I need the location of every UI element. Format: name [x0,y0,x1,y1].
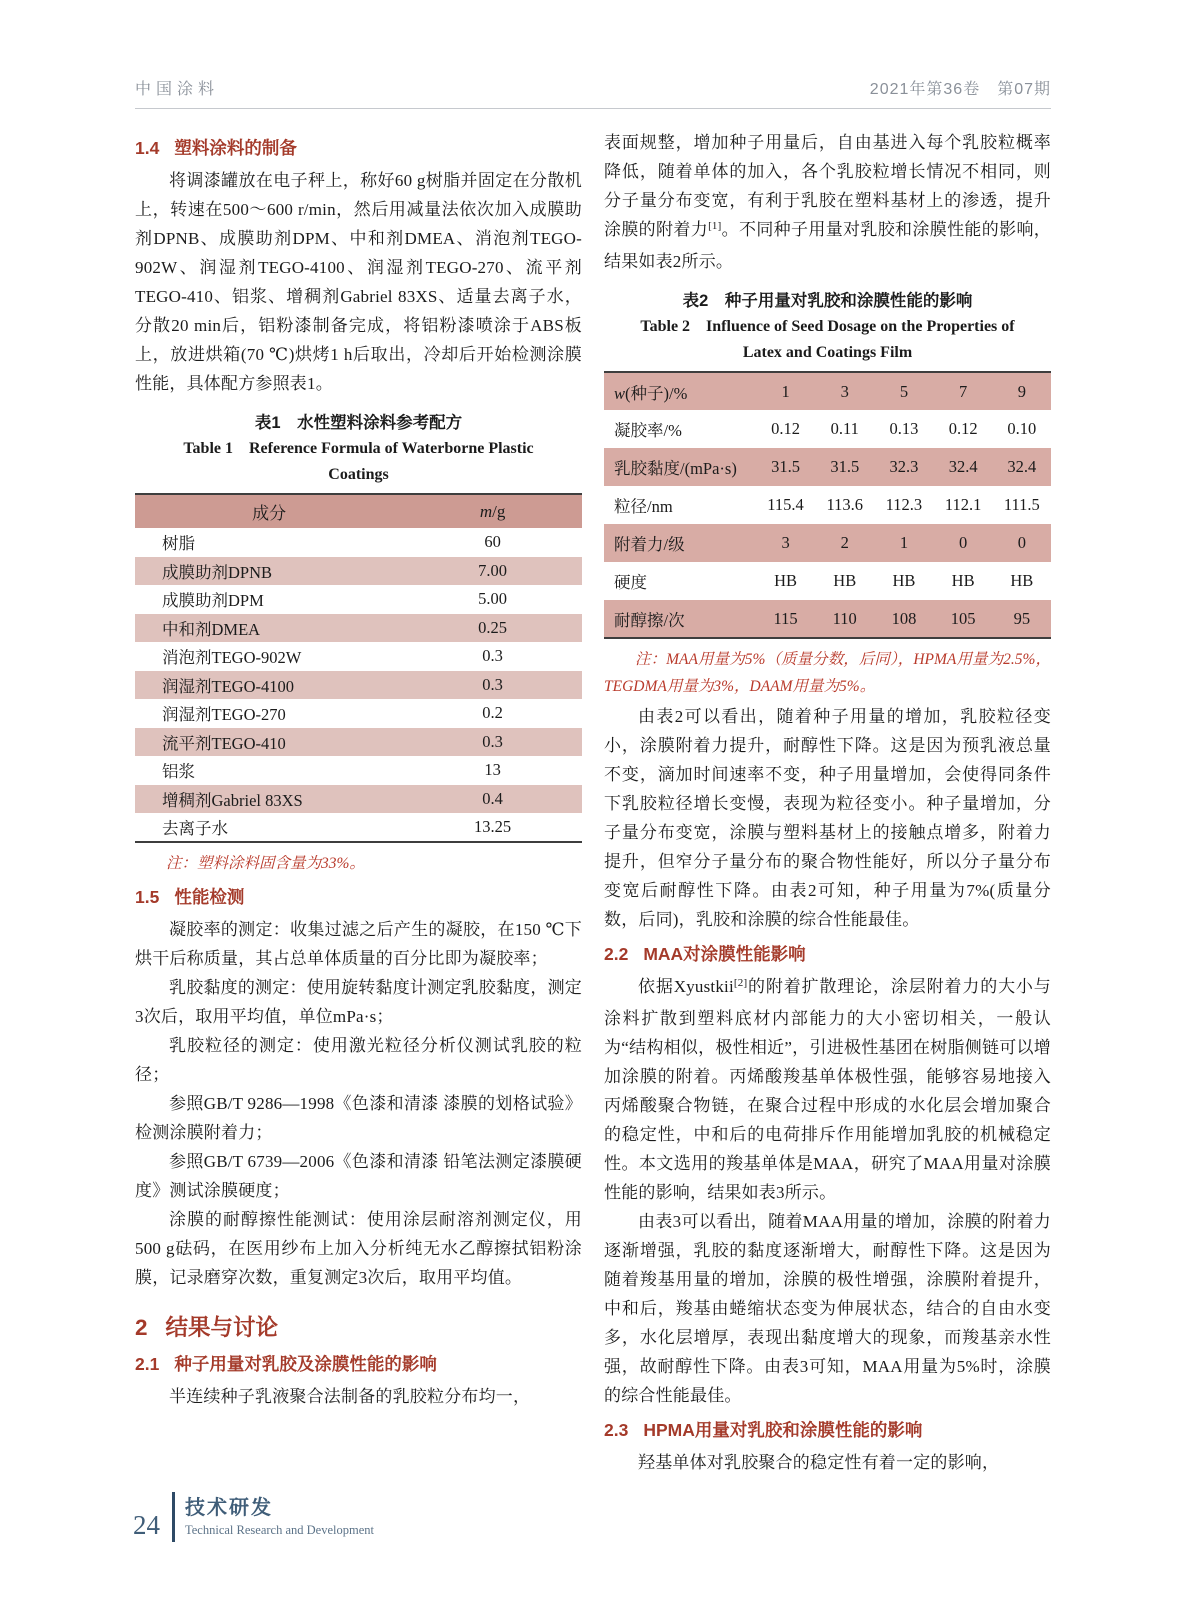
table2-head-value: 3 [840,381,849,401]
table2-note: 注：MAA用量为5%（质量分数，后同），HPMA用量为2.5%，TEGDMA用量为3%，DAAM用量为5%。 [604,651,1051,695]
table-cell: 成膜助剂DPNB [162,562,273,582]
section-title: 性能检测 [174,886,245,907]
table-cell: 0.12 [948,419,978,438]
table-row [604,486,1051,524]
section-heading-1-5 [135,884,582,910]
table-cell: 消泡剂TEGO-902W [162,648,302,668]
page-footer [133,1492,374,1542]
table-cell: 去离子水 [162,818,228,838]
text-run: 依据Xyustkii [638,977,734,996]
paragraph-continuation [604,128,1051,276]
table-cell: 1 [899,533,909,552]
table-cell: 0 [959,533,968,552]
table-cell: 凝胶率/% [614,421,682,440]
section-number: 2 [135,1314,148,1340]
table-cell: 粒径/nm [614,497,673,516]
table-cell: 0.12 [771,419,800,438]
footer-divider-bar [172,1492,175,1542]
section-title: 结果与讨论 [165,1314,279,1340]
table-cell: 成膜助剂DPM [162,591,264,611]
footer-section-cn: 技术研发 [185,1497,273,1519]
paragraph: 将调漆罐放在电子秤上，称好60 g树脂并固定在分散机上，转速在500～600 r/min，然后用减量法依次加入成膜助剂DPNB、成膜助剂DPM、中和剂DMEA、消泡剂TEGO-902W、润湿剂TEGO-4100、润湿剂TEGO-270、流平剂TEGO-410、铝浆、增稠剂Gabriel 83XS、适量去离子水，分散20 min后，铝粉漆制备完成，将铝粉漆喷涂于ABS板上，放进烘箱(70 ℃)烘烤1 h后取出，冷却后开始检测涂膜性能，具体配方参照表1。 [135,171,582,393]
table-cell: 0.3 [482,674,503,694]
table-cell: 增稠剂Gabriel 83XS [162,790,303,810]
table1-caption [135,410,582,488]
table-cell: HB [833,571,857,590]
table-cell: 112.1 [944,495,982,514]
paragraph: 半连续种子乳液聚合法制备的乳胶粒分布均一， [169,1386,531,1406]
section-title: HPMA用量对乳胶和涂膜性能的影响 [643,1420,923,1440]
table-row [135,813,582,842]
table-row [135,671,582,700]
table-cell: 13 [484,760,501,780]
table1-caption-en-line2: Coatings [328,466,389,483]
table-cell: 0.13 [889,419,919,438]
section-heading-2-3 [604,1417,1051,1443]
journal-title: 中国涂料 [135,81,220,98]
paragraph: 由表3可以看出，随着MAA用量的增加，涂膜的附着力逐渐增强，乳胶的黏度逐渐增大，耐醇性下降。这是因为随着羧基用量的增加，涂膜的极性增强，涂膜附着提升，中和后，羧基由蜷缩状态变为伸展状态，结合的自由水变多，水化层增厚，表现出黏度增大的现象，而羧基亲水性强，故耐醇性下降。由表3可知，MAA用量为5%时，涂膜的综合性能最佳。 [604,1212,1051,1405]
right-column [604,128,1051,1477]
seed-label-rest: (种子)/% [625,383,688,403]
footer-section [185,1492,374,1542]
table-row [135,614,582,643]
table-cell: 0.10 [1007,419,1037,438]
table-row [604,410,1051,448]
table-cell: 3 [781,533,790,552]
paragraph: 参照GB/T 9286—1998《色漆和清漆 漆膜的划格试验》检测涂膜附着力； [135,1093,582,1142]
running-head [135,76,1051,109]
table2-body [604,410,1051,638]
table-row [135,585,582,614]
section-title: 种子用量对乳胶及涂膜性能的影响 [174,1353,437,1374]
mass-unit: /g [492,501,506,521]
table2 [604,371,1051,639]
section-heading-1-4 [135,135,582,161]
table-cell: 113.6 [826,495,863,514]
paragraph: 乳胶黏度的测定：使用旋转黏度计测定乳胶黏度，测定3次后，取用平均值，单位mPa·s； [135,977,582,1026]
table2-head-value: 7 [959,381,968,401]
section-number: 2.1 [135,1353,160,1374]
issue-info: 2021年第36卷 第07期 [869,81,1051,98]
table-cell: 流平剂TEGO-410 [162,733,286,753]
table1 [135,493,582,843]
table-cell: HB [951,571,975,590]
table-cell: 0.11 [830,419,859,438]
table-cell: 105 [950,608,976,628]
reference-superscript: [2] [733,977,748,989]
section-number: 1.5 [135,886,160,907]
table1-caption-en-line1: Table 1 Reference Formula of Waterborne Plastic [183,440,534,457]
table-row [135,642,582,671]
paragraph: 由表2可以看出，随着种子用量的增加，乳胶粒径变小，涂膜附着力提升，耐醇性下降。这是因为预乳液总量不变，滴加时间速率不变，种子用量增加，会使得同条件下乳胶粒径增长变慢，表现为粒径变小。种子量增加，分子量分布变宽，涂膜与塑料基材上的接触点增多，附着力提升，但窄分子量分布的聚合物性能好，所以分子量分布变宽后耐醇性下降。由表2可知，种子用量为7%(质量分数，后同)，乳胶和涂膜的综合性能最佳。 [604,707,1051,929]
table1-note: 注：塑料涂料固含量为33%。 [166,854,365,872]
text-run: 。不同种子用量对乳胶和涂膜性能的影响，结果如表2所示。 [604,220,1051,271]
table-cell: 110 [832,608,857,628]
table-row [604,600,1051,638]
table2-seed-label [604,372,756,410]
table-cell: 润湿剂TEGO-4100 [162,676,294,696]
page-number: 24 [133,1510,160,1540]
table-cell: 0.4 [482,788,503,808]
table2-head-value: 1 [781,381,790,401]
paragraph: 凝胶率的测定：收集过滤之后产生的凝胶，在150 ℃下烘干后称质量，其占总单体质量的百分比即为凝胶率； [135,919,582,968]
section-title: 塑料涂料的制备 [174,138,297,158]
table-cell: 32.4 [1007,457,1037,476]
table-cell: 附着力/级 [614,535,685,554]
footer-section-en: Technical Research and Development [185,1523,374,1537]
table-cell: 0 [1017,533,1026,552]
section-number: 2.2 [604,944,629,964]
table2-head-value: 5 [899,381,909,401]
table-cell: 中和剂DMEA [162,619,261,639]
page-content [135,128,1051,1477]
table1-col-component: 成分 [135,494,403,528]
table-cell: 0.2 [482,703,503,723]
paragraph: 涂膜的耐醇擦性能测试：使用涂层耐溶剂测定仪，用500 g砝码，在医用纱布上加入分析纯无水乙醇擦拭铝粉涂膜，记录磨穿次数，重复测定3次后，取用平均值。 [135,1209,582,1287]
table-cell: 0.3 [482,646,503,666]
section-number: 1.4 [135,138,160,158]
table-row [604,562,1051,600]
table-cell: 0.3 [482,731,503,751]
table2-caption-cn: 表2 种子用量对乳胶和涂膜性能的影响 [682,292,973,310]
table-cell: 32.3 [889,457,919,476]
table2-head [604,372,1051,410]
table-cell: 115.4 [767,495,804,514]
table-cell: 112.3 [885,495,923,514]
table-header-row [604,372,1051,410]
text-run: 的附着扩散理论，涂层附着力的大小与涂料扩散到塑料底材内部能力的大小密切相关，一般认为“结构相似，极性相近”，引进极性基团在树脂侧链可以增加涂膜的附着。丙烯酸羧基单体极性强，能够容易地接入丙烯酸聚合物链，在聚合过程中形成的水化层会增加聚合的稳定性，中和后的电荷排斥作用能增加乳胶的机械稳定性。本文选用的羧基单体是MAA，研究了MAA用量对涂膜性能的影响，结果如表3所示。 [604,977,1051,1202]
left-column [135,128,582,1477]
table-row [135,785,582,814]
table-cell: HB [892,571,916,590]
table-cell: 硬度 [614,573,647,592]
table1-head [135,494,582,528]
reference-superscript: [1] [708,220,722,232]
table2-caption-en-line2: Latex and Coatings Film [742,344,913,361]
table-cell: 5.00 [478,589,508,609]
table-cell: 115 [773,608,798,628]
section-number: 2.3 [604,1420,629,1440]
table1-col-mass [403,494,582,528]
paragraph: 羟基单体对乳胶聚合的稳定性有着一定的影响， [638,1453,1000,1472]
table-cell: 耐醇擦/次 [614,610,685,630]
table-cell: 111.5 [1003,495,1040,514]
table-cell: HB [774,571,798,590]
table-cell: HB [1010,571,1034,590]
table-cell: 树脂 [162,534,195,554]
table-row [135,756,582,785]
paragraph [604,972,1051,1207]
table2-caption [604,288,1051,366]
table-cell: 2 [840,533,849,552]
paragraph: 参照GB/T 6739—2006《色漆和清漆 铅笔法测定漆膜硬度》测试涂膜硬度； [135,1151,582,1200]
paragraph: 乳胶粒径的测定：使用激光粒径分析仪测试乳胶的粒径； [135,1035,582,1084]
table-cell: 31.5 [771,457,800,476]
table-row [604,448,1051,486]
table-cell: 0.25 [478,617,508,637]
table-cell: 润湿剂TEGO-270 [162,705,286,725]
table-row [135,728,582,757]
table2-caption-en-line1: Table 2 Influence of Seed Dosage on the Properties of [640,318,1015,335]
table-cell: 32.4 [948,457,978,476]
table1-caption-cn: 表1 水性塑料涂料参考配方 [254,414,463,432]
mass-symbol: m [479,501,493,521]
section-heading-2 [135,1312,582,1344]
section-heading-2-2 [604,941,1051,967]
table-cell: 铝浆 [162,762,195,782]
table-row [135,528,582,557]
section-heading-2-1 [135,1351,582,1377]
text-run: 表面规整，增加种子用量后，自由基进入每个乳胶粒概率降低，随着单体的加入，各个乳胶粒增长情况不相同，则分子量分布变宽，有利于乳胶在塑料基材上的渗透，提升涂膜的附着力 [604,133,1051,239]
table-cell: 60 [484,532,501,552]
table-cell: 7.00 [478,560,508,580]
table-header-row [135,494,582,528]
section-title: MAA对涂膜性能影响 [643,944,806,964]
table-cell: 108 [891,608,917,628]
table-row [135,699,582,728]
table-cell: 乳胶黏度/(mPa·s) [614,459,737,478]
table2-head-value: 9 [1017,381,1026,401]
table1-body [135,528,582,842]
table-cell: 31.5 [830,457,860,476]
table-row [135,557,582,586]
table-cell: 95 [1013,608,1031,628]
table-row [604,524,1051,562]
table-cell: 13.25 [474,816,512,836]
w-symbol: w [614,383,626,403]
